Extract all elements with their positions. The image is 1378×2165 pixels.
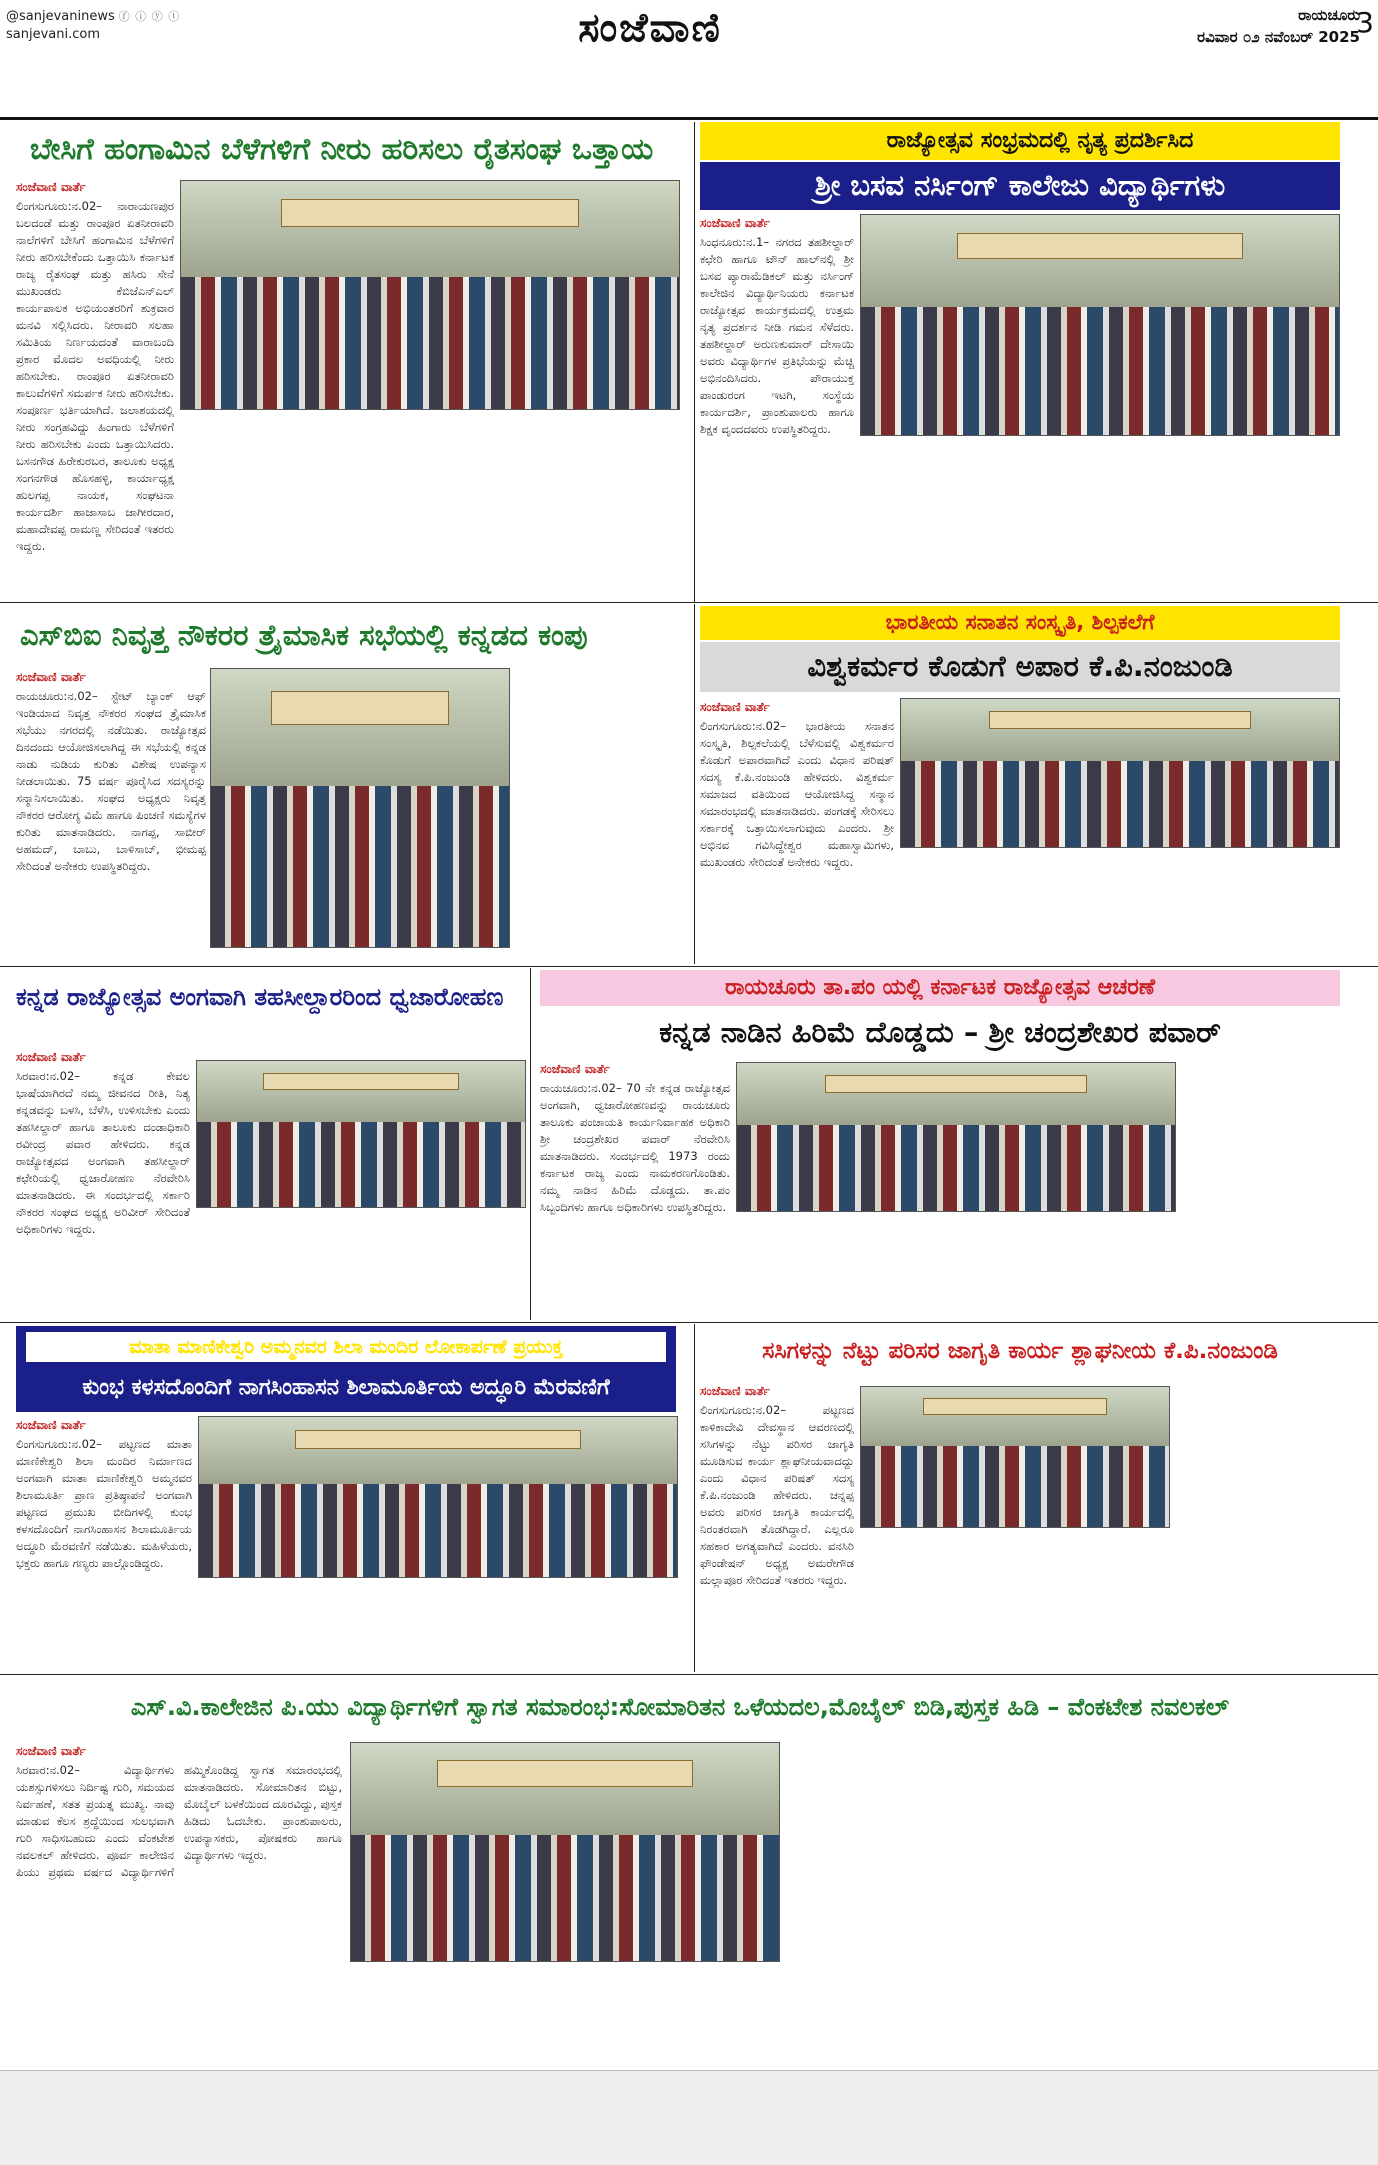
story-5-body: ಸಿರವಾರ:ನ.02– ಕನ್ನಡ ಕೇವಲ ಭಾಷೆಯಾಗಿರದೆ ನಮ್ಮ ಜೀವನದ ರೀತಿ, ನಿತ್ಯ ಕನ್ನಡವನ್ನು ಬಳಸಿ, ಬೆಳೆಸಿ, ಉಳಿಸಬೇಕು ಎಂದು ತಹಸೀಲ್ದಾರ್ ಹಾಗೂ ತಾಲೂಕು ದಂಡಾಧಿಕಾರಿ ರವೀಂದ್ರ ಪವಾರ ಹೇಳಿದರು. ಕನ್ನಡ ರಾಜ್ಯೋತ್ಸವದ ಅಂಗವಾಗಿ ತಹಸೀಲ್ದಾರ್ ಕಛೇರಿಯಲ್ಲಿ ಧ್ವಜಾರೋಹಣ ನೆರವೇರಿಸಿ ಮಾತನಾಡಿದರು. ಈ ಸಂದರ್ಭದಲ್ಲಿ ಸರ್ಕಾರಿ ನೌಕರರ ಸಂಘದ ಅಧ್ಯಕ್ಷ ಅರಿವೀರ್ ಸೇರಿದಂತೆ ಅಧಿಕಾರಿಗಳು ಇದ್ದರು. — [16, 1069, 190, 1236]
story-3-body: ರಾಯಚೂರು:ನ.02– ಸ್ಟೇಟ್ ಬ್ಯಾಂಕ್ ಆಫ್ ಇಂಡಿಯಾದ ನಿವೃತ್ತ ನೌಕರರ ಸಂಘದ ತ್ರೈಮಾಸಿಕ ಸಭೆಯು ನಗರದಲ್ಲಿ ನಡೆಯಿತು. ರಾಜ್ಯೋತ್ಸವ ದಿನದಂದು ಆಯೋಜಿಸಲಾಗಿದ್ದ ಈ ಸಭೆಯಲ್ಲಿ ಕನ್ನಡ ನಾಡು ನುಡಿಯ ಕುರಿತು ವಿಶೇಷ ಉಪನ್ಯಾಸ ನೀಡಲಾಯಿತು. 75 ವರ್ಷ ಪೂರೈಸಿದ ಸದಸ್ಯರನ್ನು ಸನ್ಮಾನಿಸಲಾಯಿತು. ಸಂಘದ ಅಧ್ಯಕ್ಷರು ನಿವೃತ್ತ ನೌಕರರ ಆರೋಗ್ಯ ವಿಮೆ ಹಾಗೂ ಪಿಂಚಣಿ ಸಮಸ್ಯೆಗಳ ಕುರಿತು ಮಾತನಾಡಿದರು. ನಾಗಪ್ಪ, ಸಾಬೀರ್ ಅಹಮದ್, ಬಾಬು, ಬಾಳಿಸಾಬ್, ಭೀಮಪ್ಪ ಸೇರಿದಂತೆ ಅನೇಕರು ಉಪಸ್ಥಿತರಿದ್ದರು. — [16, 689, 206, 873]
story-8-headline: ಸಸಿಗಳನ್ನು ನೆಟ್ಟು ಪರಿಸರ ಜಾಗೃತಿ ಕಾರ್ಯ ಶ್ಲಾಘನೀಯ ಕೆ.ಪಿ.ನಂಜುಂಡಿ — [762, 1338, 1278, 1365]
page-number: 3 — [1356, 6, 1374, 39]
story-4-body: ಲಿಂಗಸುಗೂರು:ನ.02– ಭಾರತೀಯ ಸನಾತನ ಸಂಸ್ಕೃತಿ, ಶಿಲ್ಪಕಲೆಯಲ್ಲಿ ಬೆಳೆಸುವಲ್ಲಿ ವಿಶ್ವಕರ್ಮರ ಕೊಡುಗೆ ಅಪಾರವಾಗಿದೆ ಎಂದು ವಿಧಾನ ಪರಿಷತ್ ಸದಸ್ಯ ಕೆ.ಪಿ.ನಂಜುಂಡಿ ಹೇಳಿದರು. ವಿಶ್ವಕರ್ಮ ಸಮಾಜದ ವತಿಯಿಂದ ಆಯೋಜಿಸಿದ್ದ ಸನ್ಮಾನ ಸಮಾರಂಭದಲ್ಲಿ ಮಾತನಾಡಿದರು. ಪಂಗಡಕ್ಕೆ ಸೇರಿಸಲು ಸರ್ಕಾರಕ್ಕೆ ಒತ್ತಾಯಿಸಲಾಗುವುದು ಎಂದರು. ಶ್ರೀ ಅಭಿನವ ಗವಿಸಿದ್ಧೇಶ್ವರ ಮಹಾಸ್ವಾಮಿಗಳು, ಮುಖಂಡರು ಸೇರಿದಂತೆ ಅನೇಕರು ಇದ್ದರು. — [700, 719, 894, 869]
story-8-photo — [860, 1386, 1170, 1528]
story-4-headline: ವಿಶ್ವಕರ್ಮರ ಕೊಡುಗೆ ಅಪಾರ ಕೆ.ಪಿ.ನಂಜುಂಡಿ — [700, 642, 1340, 692]
story-8-body: ಲಿಂಗಸುಗೂರು:ನ.02– ಪಟ್ಟಣದ ಕಾಳಿಕಾದೇವಿ ದೇವಸ್ಥಾನ ಆವರಣದಲ್ಲಿ ಸಸಿಗಳನ್ನು ನೆಟ್ಟು ಪರಿಸರ ಜಾಗೃತಿ ಮೂಡಿಸುವ ಕಾರ್ಯ ಶ್ಲಾಘನೀಯವಾದದ್ದು ಎಂದು ವಿಧಾನ ಪರಿಷತ್ ಸದಸ್ಯ ಕೆ.ಪಿ.ನಂಜುಂಡಿ ಹೇಳಿದರು. ಚನ್ನಪ್ಪ ಅವರು ಪರಿಸರ ಜಾಗೃತಿ ಕಾರ್ಯದಲ್ಲಿ ನಿರಂತರವಾಗಿ ತೊಡಗಿದ್ದಾರೆ. ಎಲ್ಲರೂ ಸಹಕಾರ ಅಗತ್ಯವಾಗಿದೆ ಎಂದರು. ವನಸಿರಿ ಫೌಂಡೇಷನ್ ಅಧ್ಯಕ್ಷ ಅಮರೇಗೌಡ ಮಲ್ಲಾಪೂರ ಸೇರಿದಂತೆ ಇತರರು ಇದ್ದರು. — [700, 1403, 854, 1587]
story-2-byline: ಸಂಜೆವಾಣಿ ವಾರ್ತೆ — [700, 216, 770, 230]
story-3-body-cont — [516, 668, 692, 968]
website-link[interactable]: sanjevani.com — [6, 27, 100, 42]
story-5-photo — [196, 1060, 526, 1208]
masthead-dateline — [1197, 4, 1374, 48]
story-2-headline: ಶ್ರೀ ಬಸವ ನರ್ಸಿಂಗ್ ಕಾಲೇಜು ವಿದ್ಯಾರ್ಥಿಗಳು — [700, 162, 1340, 210]
story-1-photo — [180, 180, 680, 410]
story-6-body: ರಾಯಚೂರು:ನ.02– 70 ನೇ ಕನ್ನಡ ರಾಜ್ಯೋತ್ಸವ ಅಂಗವಾಗಿ, ಧ್ವಜಾರೋಹಣವನ್ನು ರಾಯಚೂರು ತಾಲೂಕು ಪಂಚಾಯತಿ ಕಾರ್ಯನಿರ್ವಾಹಕ ಅಧಿಕಾರಿ ಶ್ರೀ ಚಂದ್ರಶೇಖರ ಪವಾರ್ ನೆರವೇರಿಸಿ ಮಾತನಾಡಿದರು. ಸಂದರ್ಭದಲ್ಲಿ 1973 ರಂದು ಕರ್ನಾಟಕ ರಾಜ್ಯ ಎಂದು ನಾಮಕರಣಗೊಂಡಿತು. ನಮ್ಮ ನಾಡಿನ ಹಿರಿಮೆ ದೊಡ್ಡದು. ತಾ.ಪಂ ಸಿಬ್ಬಂದಿಗಳು ಹಾಗೂ ಅಧಿಕಾರಿಗಳು ಉಪಸ್ಥಿತರಿದ್ದರು. — [540, 1081, 730, 1214]
story-6-body-cont — [1182, 1062, 1340, 1318]
story-8-byline: ಸಂಜೆವಾಣಿ ವಾರ್ತೆ — [700, 1384, 770, 1398]
story-3-headline: ಎಸ್‌ಬಿಐ ನಿವೃತ್ತ ನೌಕರರ ತ್ರೈಮಾಸಿಕ ಸಭೆಯಲ್ಲಿ ಕನ್ನಡದ ಕಂಪು — [20, 618, 588, 653]
story-7-photo — [198, 1416, 678, 1578]
story-9-body-cont — [790, 1742, 1340, 2062]
story-3-photo — [210, 668, 510, 948]
story-7-body: ಲಿಂಗಸುಗೂರು:ನ.02– ಪಟ್ಟಣದ ಮಾತಾ ಮಾಣಿಕೇಶ್ವರಿ ಶಿಲಾ ಮಂದಿರ ನಿರ್ಮಾಣದ ಅಂಗವಾಗಿ ಮಾತಾ ಮಾಣಿಕೇಶ್ವರಿ ಅಮ್ಮನವರ ಶಿಲಾಮೂರ್ತಿ ಪ್ರಾಣ ಪ್ರತಿಷ್ಠಾಪನೆ ಅಂಗವಾಗಿ ಪಟ್ಟಣದ ಪ್ರಮುಖ ಬೀದಿಗಳಲ್ಲಿ ಕುಂಭ ಕಳಸದೊಂದಿಗೆ ನಾಗಸಿಂಹಾಸನ ಶಿಲಾಮೂರ್ತಿಯ ಅದ್ಧೂರಿ ಮೆರವಣಿಗೆ ನಡೆಯಿತು. ಮಹಿಳೆಯರು, ಭಕ್ತರು ಹಾಗೂ ಗಣ್ಯರು ಪಾಲ್ಗೊಂಡಿದ್ದರು. — [16, 1437, 192, 1570]
story-4-byline: ಸಂಜೆವಾಣಿ ವಾರ್ತೆ — [700, 700, 770, 714]
story-6-kicker: ರಾಯಚೂರು ತಾ.ಪಂ ಯಲ್ಲಿ ಕರ್ನಾಟಕ ರಾಜ್ಯೋತ್ಸವ ಆಚರಣೆ — [725, 974, 1155, 1000]
story-1-body: ಲಿಂಗಸುಗೂರು:ನ.02– ನಾರಾಯಣಪುರ ಬಲದಂಡೆ ಮತ್ತು ರಾಂಪೂರ ಏತನೀರಾವರಿ ನಾಲೆಗಳಿಗೆ ಬೇಸಿಗೆ ಹಂಗಾಮಿನ ಬೆಳೆಗಳಿಗೆ ನೀರು ಹರಿಸಬೇಕೆಂದು ಒತ್ತಾಯಿಸಿ ಕರ್ನಾಟಕ ರಾಜ್ಯ ರೈತಸಂಘ ಮತ್ತು ಹಸಿರು ಸೇನೆ ಮುಖಂಡರು ಕೆಬಿಜೆಎನ್‌ಎಲ್ ಕಾರ್ಯಪಾಲಕ ಅಭಿಯಂತರರಿಗೆ ಶುಕ್ರವಾರ ಮನವಿ ಸಲ್ಲಿಸಿದರು. ನೀರಾವರಿ ಸಲಹಾ ಸಮಿತಿಯ ನಿರ್ಣಯದಂತೆ ವಾರಾಬಂದಿ ಪ್ರಕಾರ ಮೊದಲ ಅವಧಿಯಲ್ಲಿ ನೀರು ಹರಿಸಬೇಕು. ರಾಂಪೂರ ಏತನೀರಾವರಿ ಕಾಲುವೆಗಳಿಗೆ ಸಮರ್ಪಕ ನೀರು ಹರಿಸಬೇಕು. ಸಂಪೂರ್ಣ ಭರ್ತಿಯಾಗಿದೆ. ಜಲಾಶಯದಲ್ಲಿ ನೀರು ಸಂಗ್ರಹವಿದ್ದು ಹಿಂಗಾರು ಬೆಳೆಗಳಿಗೆ ನೀರು ಹರಿಸಬೇಕು ಎಂದು ಒತ್ತಾಯಿಸಿದರು. ಬಸನಗೌಡ ಹಿರೇಕುರಬರ, ತಾಲೂಕು ಅಧ್ಯಕ್ಷ ಸಂಗನಗೌಡ ಹೊಸಹಳ್ಳಿ, ಕಾರ್ಯಾಧ್ಯಕ್ಷ ಹುಲಗಪ್ಪ ನಾಯಕ, ಸಂಘಟನಾ ಕಾರ್ಯದರ್ಶಿ ಹಾಜಾಸಾಬ ಜಾಗೀರದಾರ, ಮಹಾದೇವಪ್ಪ ರಾಮಣ್ಣ ಸೇರಿದಂತೆ ಇತರರು ಇದ್ದರು. — [16, 199, 174, 553]
story-7-byline: ಸಂಜೆವಾಣಿ ವಾರ್ತೆ — [16, 1418, 86, 1432]
story-9-photo — [350, 1742, 780, 1962]
story-5-byline: ಸಂಜೆವಾಣಿ ವಾರ್ತೆ — [16, 1050, 86, 1064]
story-9-byline: ಸಂಜೆವಾಣಿ ವಾರ್ತೆ — [16, 1744, 86, 1758]
story-4-body-cont — [900, 852, 1340, 962]
story-4-photo — [900, 698, 1340, 848]
social-icons[interactable]: ⓕ ⓘ ⓨ ⓣ — [118, 10, 181, 23]
social-handle[interactable]: @sanjevaninews — [6, 9, 115, 24]
story-1-headline: ಬೇಸಿಗೆ ಹಂಗಾಮಿನ ಬೆಳೆಗಳಿಗೆ ನೀರು ಹರಿಸಲು ರೈತಸಂಘ ಒತ್ತಾಯ — [30, 131, 654, 167]
story-2-body: ಸಿಂಧನೂರು:ನ.1– ನಗರದ ತಹಶೀಲ್ದಾರ್ ಕಛೇರಿ ಹಾಗೂ ಟೌನ್ ಹಾಲ್‌ನಲ್ಲಿ ಶ್ರೀ ಬಸವ ಪ್ಯಾರಾಮೆಡಿಕಲ್ ಮತ್ತು ನರ್ಸಿಂಗ್ ಕಾಲೇಜಿನ ವಿದ್ಯಾರ್ಥಿನಿಯರು ಕರ್ನಾಟಕ ರಾಜ್ಯೋತ್ಸವ ಕಾರ್ಯಕ್ರಮದಲ್ಲಿ ಉತ್ತಮ ನೃತ್ಯ ಪ್ರದರ್ಶನ ನೀಡಿ ಗಮನ ಸೆಳೆದರು. ತಹಶೀಲ್ದಾರ್ ಅರುಣಕುಮಾರ್ ದೇಸಾಯಿ ಅವರು ವಿದ್ಯಾರ್ಥಿಗಳ ಪ್ರತಿಭೆಯನ್ನು ಮೆಚ್ಚಿ ಅಭಿನಂದಿಸಿದರು. ಪೌರಾಯುಕ್ತ ಪಾಂಡುರಂಗ ಇಟಗಿ, ಸಂಸ್ಥೆಯ ಕಾರ್ಯದರ್ಶಿ, ಪ್ರಾಂಶುಪಾಲರು ಹಾಗೂ ಶಿಕ್ಷಕ ವೃಂದದವರು ಉಪಸ್ಥಿತರಿದ್ದರು. — [700, 235, 854, 436]
story-6-photo — [736, 1062, 1176, 1212]
newspaper-logo: ಸಂಜೆವಾಣಿ — [578, 4, 722, 51]
story-9-headline: ಎಸ್.ವಿ.ಕಾಲೇಜಿನ ಪಿ.ಯು ವಿದ್ಯಾರ್ಥಿಗಳಿಗೆ ಸ್ವಾಗತ ಸಮಾರಂಭ:ಸೋಮಾರಿತನ ಒಳೆಯದಲ,ಮೊಬೈಲ್ ಬಿಡಿ,ಪುಸ್ತಕ ಹಿಡಿ – ವೆಂಕಟೇಶ ನವಲಕಲ್ — [130, 1692, 1230, 1721]
story-7-headline: ಕುಂಭ ಕಳಸದೊಂದಿಗೆ ನಾಗಸಿಂಹಾಸನ ಶಿಲಾಮೂರ್ತಿಯ ಅದ್ಧೂರಿ ಮೆರವಣಿಗೆ — [82, 1374, 610, 1400]
story-7-body-cont — [198, 1582, 678, 1670]
story-2-kicker: ರಾಜ್ಯೋತ್ಸವ ಸಂಭ್ರಮದಲ್ಲಿ ನೃತ್ಯ ಪ್ರದರ್ಶಿಸಿದ — [886, 127, 1194, 153]
story-1-byline: ಸಂಜೆವಾಣಿ ವಾರ್ತೆ — [16, 180, 86, 194]
story-3-byline: ಸಂಜೆವಾಣಿ ವಾರ್ತೆ — [16, 670, 86, 684]
story-9-body: ಸಿರವಾರ:ನ.02– ವಿದ್ಯಾರ್ಥಿಗಳು ಯಶಸ್ಸುಗಳಿಸಲು ನಿರ್ದಿಷ್ಟ ಗುರಿ, ಸಮಯದ ನಿರ್ವಹಣೆ, ಸತತ ಪ್ರಯತ್ನ ಮುಖ್ಯ. ನಾವು ಮಾಡುವ ಕೆಲಸ ಶ್ರದ್ಧೆಯಿಂದ ಸುಲಭವಾಗಿ ಗುರಿ ಸಾಧಿಸಬಹುದು ಎಂದು ವೆಂಕಟೇಶ ನವಲಕಲ್ ಹೇಳಿದರು. ಪೂರ್ವ ಕಾಲೇಜಿನ ಪಿಯು ಪ್ರಥಮ ವರ್ಷದ ವಿದ್ಯಾರ್ಥಿಗಳಿಗೆ ಹಮ್ಮಿಕೊಂಡಿದ್ದ ಸ್ವಾಗತ ಸಮಾರಂಭದಲ್ಲಿ ಮಾತನಾಡಿದರು. ಸೋಮಾರಿತನ ಬಿಟ್ಟು, ಮೊಬೈಲ್ ಬಳಕೆಯಿಂದ ದೂರವಿದ್ದು, ಪುಸ್ತಕ ಹಿಡಿದು ಓದಬೇಕು. ಪ್ರಾಂಶುಪಾಲರು, ಉಪನ್ಯಾಸಕರು, ಪೋಷಕರು ಹಾಗೂ ವಿದ್ಯಾರ್ಥಿಗಳು ಇದ್ದರು. — [16, 1763, 342, 1879]
bottom-strip — [0, 2070, 1378, 2165]
masthead — [0, 0, 1378, 120]
masthead-contact — [6, 8, 180, 44]
edition-name: ರಾಯಚೂರು — [1298, 6, 1360, 24]
story-5-headline: ಕನ್ನಡ ರಾಜ್ಯೋತ್ಸವ ಅಂಗವಾಗಿ ತಹಸೀಲ್ದಾರರಿಂದ ಧ್ವಜಾರೋಹಣ — [16, 982, 504, 1011]
story-4-kicker: ಭಾರತೀಯ ಸನಾತನ ಸಂಸ್ಕೃತಿ, ಶಿಲ್ಪಕಲೆಗೆ — [885, 610, 1155, 635]
story-8-body-cont — [1176, 1386, 1340, 1670]
story-2-photo — [860, 214, 1340, 436]
story-1-body-cont — [180, 416, 680, 598]
story-7-kicker: ಮಾತಾ ಮಾಣಿಕೇಶ್ವರಿ ಅಮ್ಮನವರ ಶಿಲಾ ಮಂದಿರ ಲೋಕಾರ್ಪಣೆ ಪ್ರಯುಕ್ತ — [24, 1330, 668, 1364]
story-6-byline: ಸಂಜೆವಾಣಿ ವಾರ್ತೆ — [540, 1062, 610, 1076]
issue-date: ರವಿವಾರ ೦೨ ನವೆಂಬರ್ 2025 — [1197, 28, 1360, 46]
story-6-headline: ಕನ್ನಡ ನಾಡಿನ ಹಿರಿಮೆ ದೊಡ್ಡದು – ಶ್ರೀ ಚಂದ್ರಶೇಖರ ಪವಾರ್ — [659, 1015, 1221, 1050]
